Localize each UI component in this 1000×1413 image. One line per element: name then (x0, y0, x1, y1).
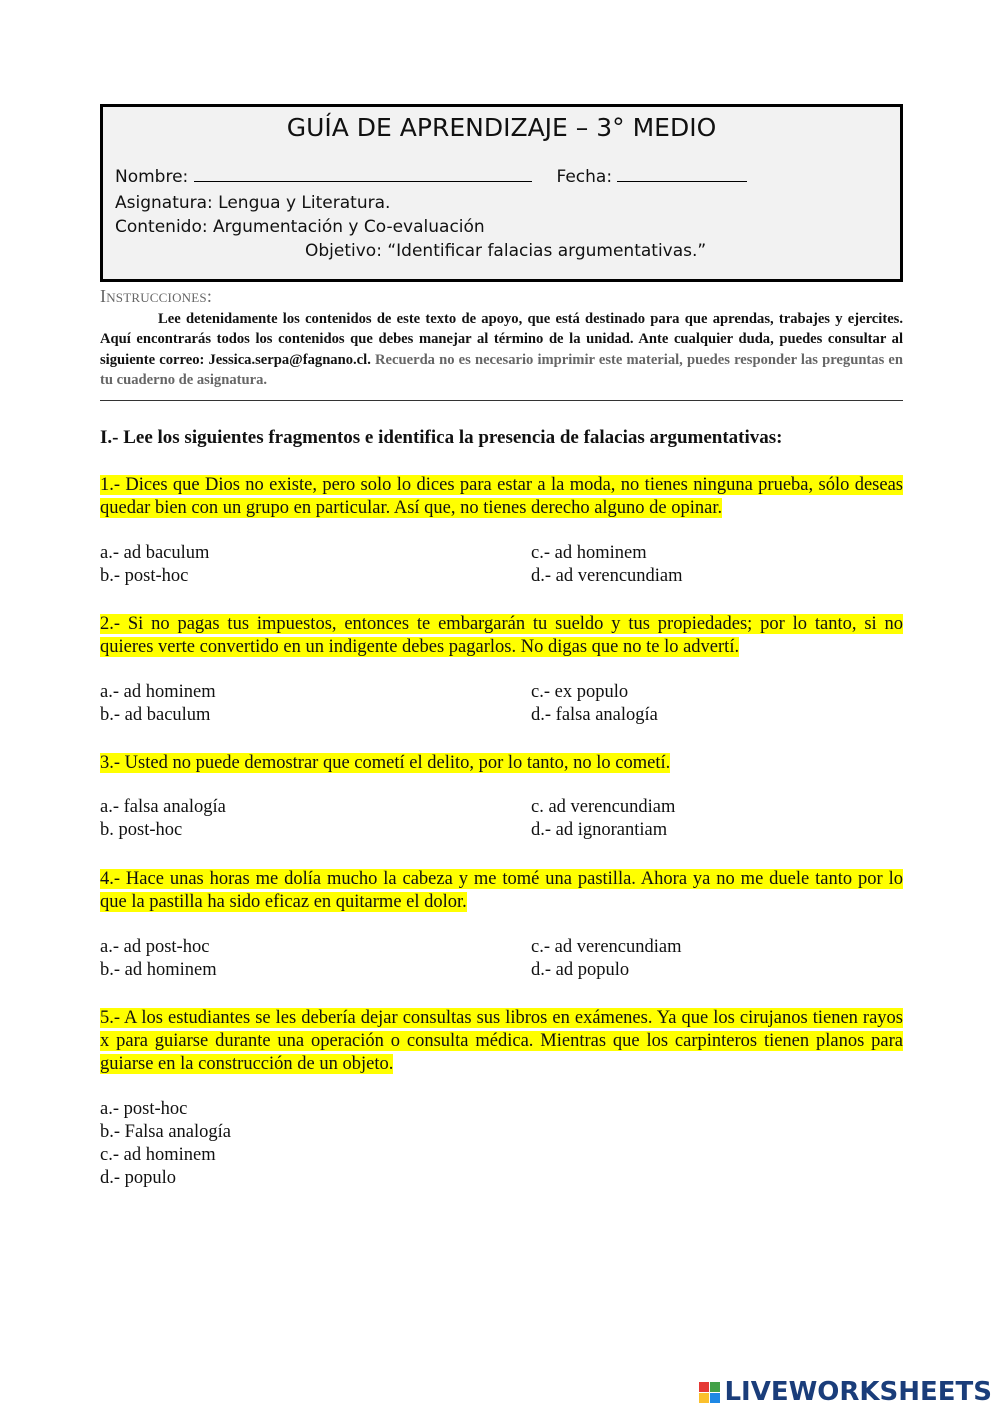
q5-option-b[interactable]: b.- Falsa analogía (100, 1122, 231, 1142)
subject-value: : Lengua y Literatura. (207, 193, 391, 213)
name-label: Nombre: (115, 167, 189, 187)
question-1-text: 1.- Dices que Dios no existe, pero solo lo dices para estar a la moda, no tienes ninguna prueba, sólo deseas quedar bien con un grupo en particular. Así que, no tienes derecho alguno de opinar. (100, 475, 903, 518)
q3-option-b[interactable]: b. post-hoc (100, 820, 183, 840)
objective-row (305, 241, 706, 261)
instructions-body (100, 309, 903, 391)
logo-square-blue (710, 1393, 720, 1403)
q3-option-c[interactable]: c. ad verencundiam (531, 797, 676, 817)
instructions-note: Recuerda no es necesario imprimir este material, puedes responder las preguntas en tu cuaderno de asignatura. (100, 351, 904, 389)
objective-label: Objetivo: (305, 241, 382, 261)
question-5-text: 5.- A los estudiantes se les debería dejar consultas sus libros en exámenes. Ya que los cirujanos tienen rayos x para guiarse durante una operación o consulta médica. Mientras que los carpinteros tienen planos para guiarse en la construcción de un objeto. (100, 1008, 903, 1074)
question-2-text: 2.- Si no pagas tus impuestos, entonces te embargarán tu sueldo y tus propiedades; por lo tanto, si no quieres verte convertido en un indigente debes pagarlos. No digas que no te lo advertí. (100, 614, 903, 657)
divider (100, 400, 903, 401)
content-label: Contenido: (115, 217, 208, 237)
q4-option-c[interactable]: c.- ad verencundiam (531, 937, 682, 957)
content-value: Argumentación y Co-evaluación (213, 217, 485, 237)
section-title: I.- Lee los siguientes fragmentos e identifica la presencia de falacias argumentativas: (100, 427, 783, 448)
logo-square-red (699, 1382, 709, 1392)
content-row (115, 217, 485, 237)
q4-option-b[interactable]: b.- ad hominem (100, 960, 217, 980)
instructions-text: Lee detenidamente los contenidos de este texto de apoyo, que está destinado para que aprendas, trabajes y ejercites. Aquí encontrarás todos los contenidos que debes manejar al término de la unidad. Ante cualquier duda, puedes consultar al siguiente correo: Jessica.serpa@fagnano.cl. (100, 311, 903, 368)
q3-option-d[interactable]: d.- ad ignorantiam (531, 820, 668, 840)
q4-option-d[interactable]: d.- ad populo (531, 960, 630, 980)
q5-option-c[interactable]: c.- ad hominem (100, 1145, 216, 1165)
q3-option-a[interactable]: a.- falsa analogía (100, 797, 226, 817)
name-blank[interactable] (194, 167, 532, 182)
liveworksheets-brand (699, 1376, 992, 1408)
name-row (115, 167, 747, 187)
question-3-text: 3.- Usted no puede demostrar que cometí el delito, por lo tanto, no lo cometí. (100, 753, 671, 773)
logo-square-green (710, 1382, 720, 1392)
subject-row (115, 193, 390, 213)
q1-option-a[interactable]: a.- ad baculum (100, 543, 210, 563)
page-title: GUÍA DE APRENDIZAJE – 3° MEDIO (286, 113, 717, 142)
q2-option-d[interactable]: d.- falsa analogía (531, 705, 658, 725)
date-blank[interactable] (617, 167, 747, 182)
instructions-heading: Instrucciones: (100, 286, 213, 306)
subject-label: Asignatura (115, 193, 208, 213)
q2-option-a[interactable]: a.- ad hominem (100, 682, 216, 702)
q1-option-c[interactable]: c.- ad hominem (531, 543, 647, 563)
question-2 (100, 613, 903, 659)
q4-option-a[interactable]: a.- ad post-hoc (100, 937, 210, 957)
logo-square-yellow (699, 1393, 709, 1403)
brand-text: LIVEWORKSHEETS (724, 1377, 992, 1407)
q1-option-d[interactable]: d.- ad verencundiam (531, 566, 683, 586)
question-1 (100, 474, 903, 520)
objective-value: “Identificar falacias argumentativas.” (387, 241, 707, 261)
q1-option-b[interactable]: b.- post-hoc (100, 566, 189, 586)
q5-option-d[interactable]: d.- populo (100, 1168, 177, 1188)
date-label: Fecha: (556, 167, 613, 187)
question-4-text: 4.- Hace unas horas me dolía mucho la cabeza y me tomé una pastilla. Ahora ya no me duele tanto por lo que la pastilla ha sido eficaz en quitarme el dolor. (100, 869, 903, 912)
q5-option-a[interactable]: a.- post-hoc (100, 1099, 188, 1119)
question-5 (100, 1007, 903, 1076)
q2-option-b[interactable]: b.- ad baculum (100, 705, 211, 725)
question-4 (100, 868, 903, 914)
question-3 (100, 752, 903, 775)
q2-option-c[interactable]: c.- ex populo (531, 682, 629, 702)
liveworksheets-logo-icon (699, 1382, 720, 1403)
header-box (100, 104, 903, 282)
